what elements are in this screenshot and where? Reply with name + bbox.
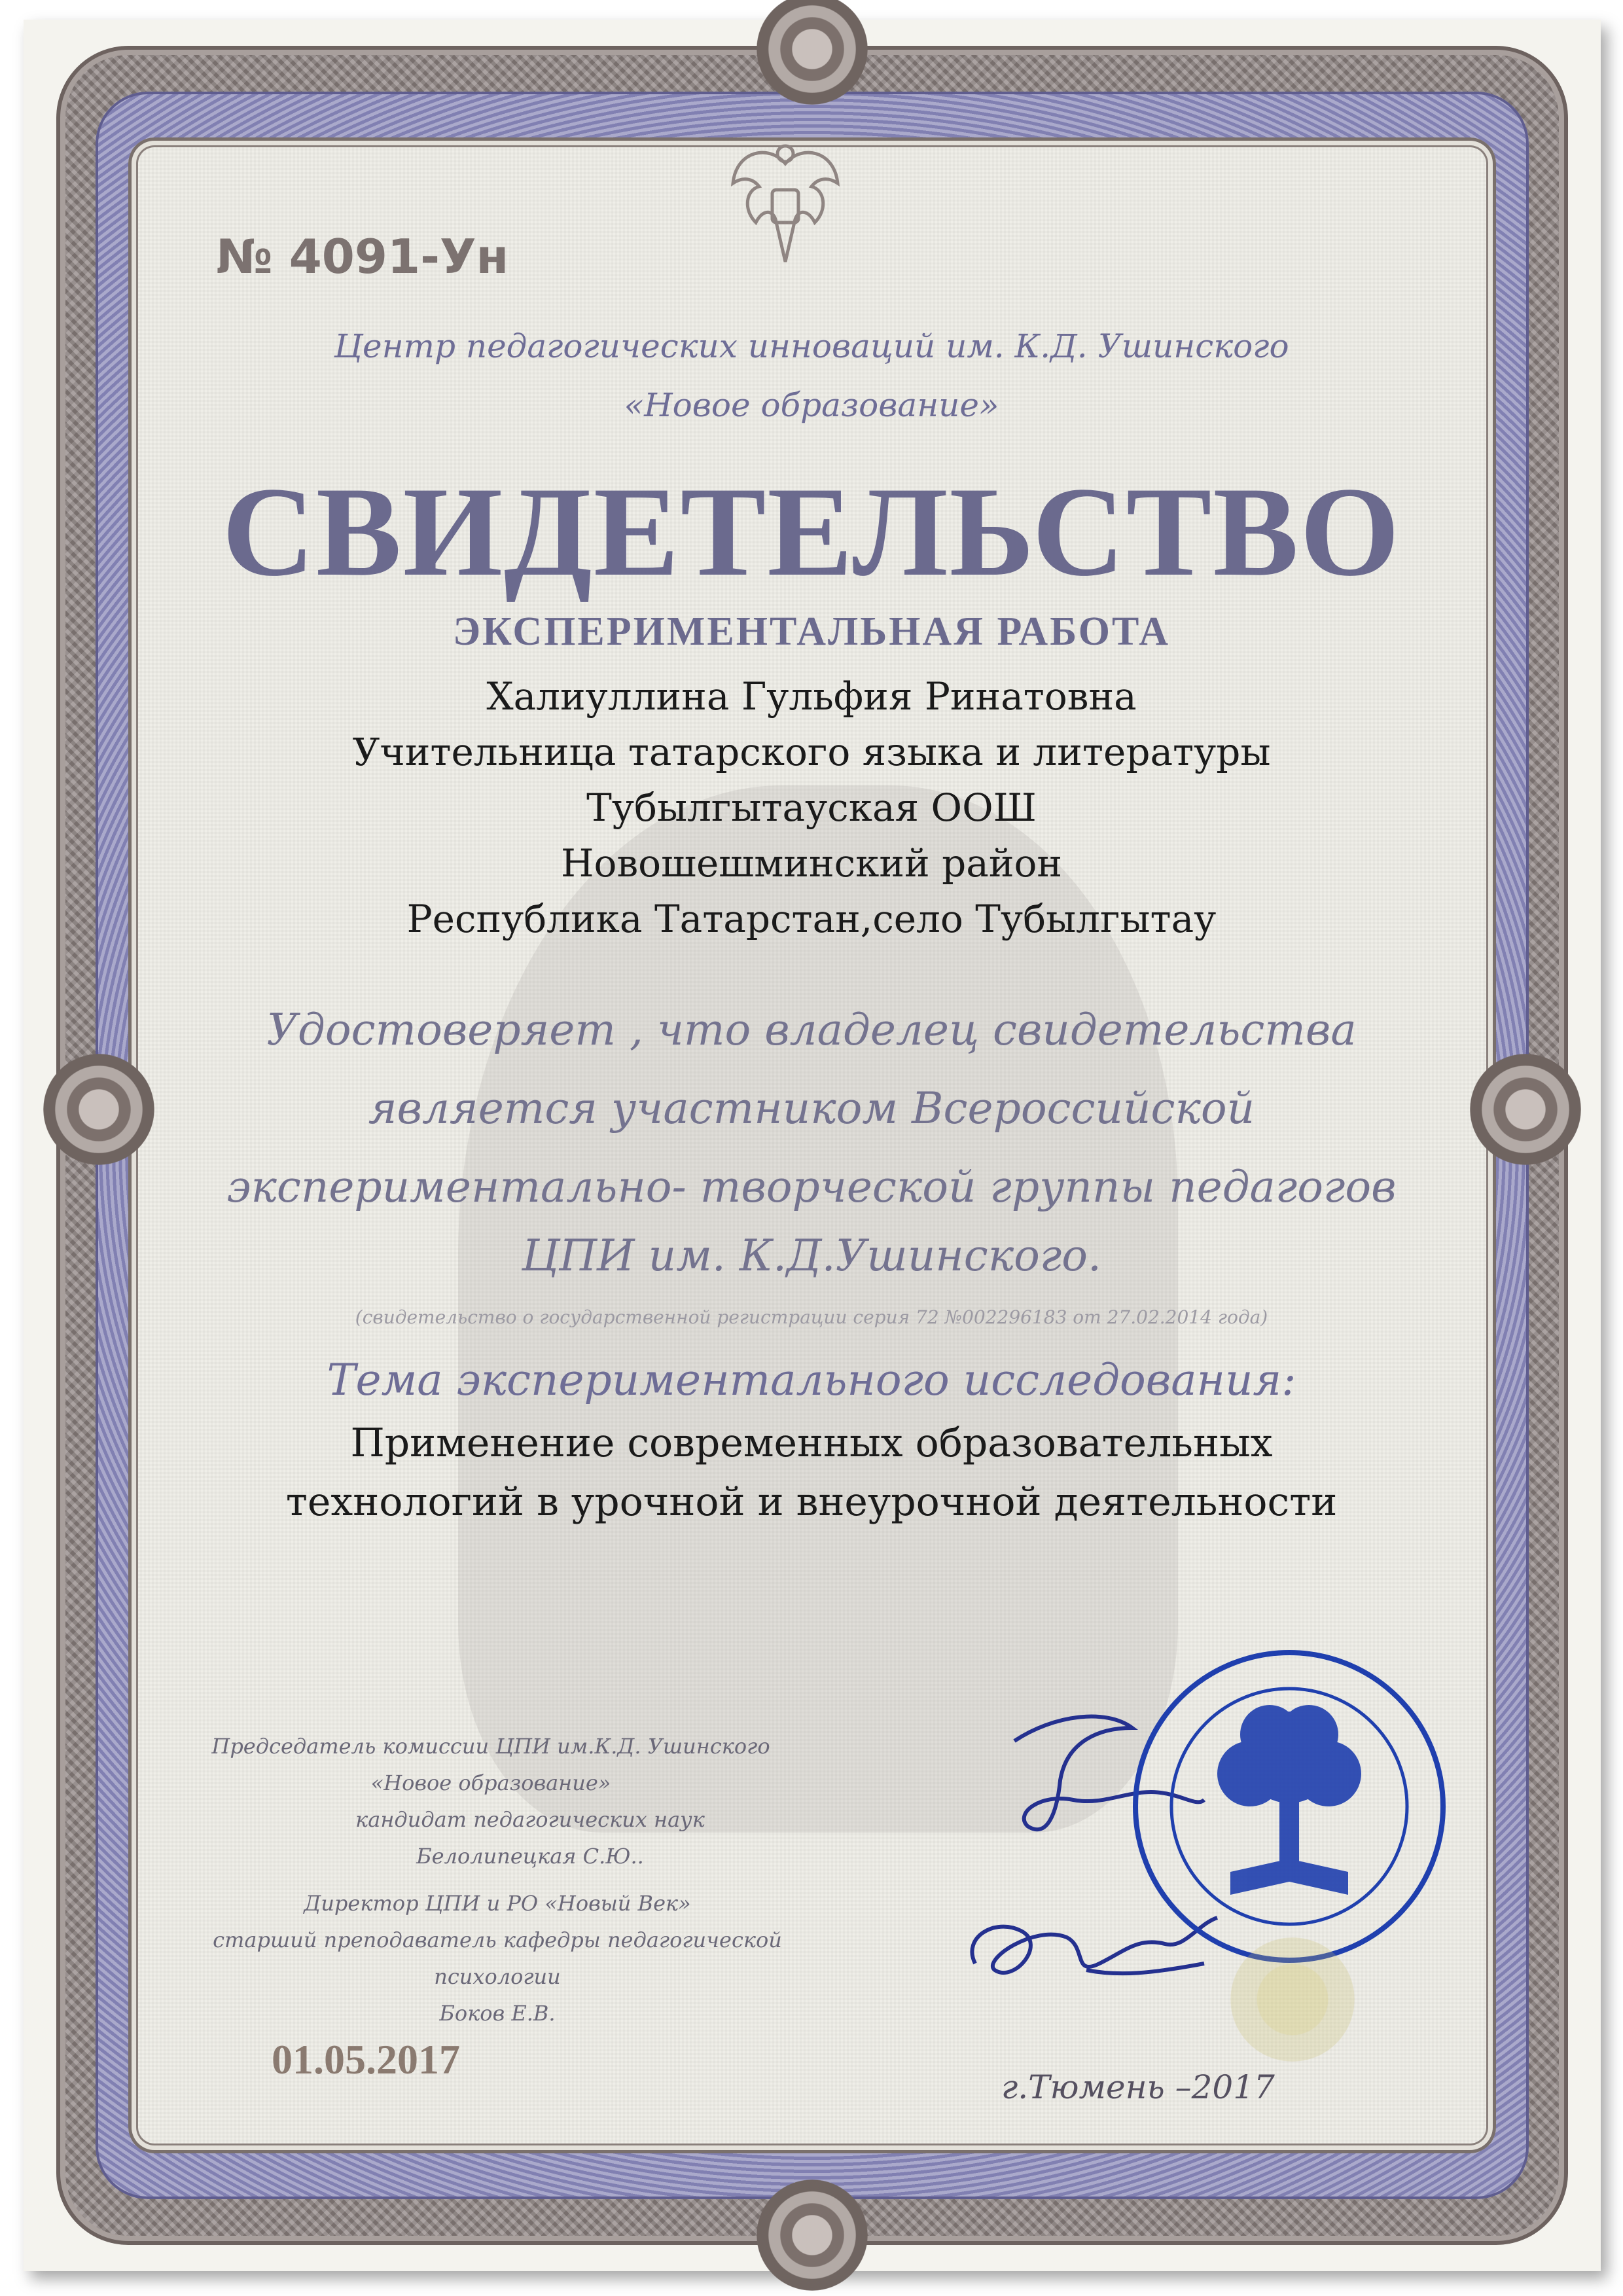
recipient-district: Новошешминский район [560,841,1063,886]
signatory-line: кандидат педагогических наук Белолипецкая С.Ю.. [355,1807,705,1869]
registration-note: (свидетельство о государственной регистрации серия 72 №002296183 от 27.02.2014 года) [355,1306,1268,1328]
issue-date: 01.05.2017 [272,2036,460,2083]
recipient-school: Тубылгытауская ООШ [586,785,1037,830]
city-year: г.Тюмень –2017 [1001,2068,1275,2106]
tree-book-stamp-icon [1126,1643,1453,1970]
certificate-title: СВИДЕТЕЛЬСТВО [222,461,1401,603]
signatory-line: Боков Е.В. [439,2001,556,2026]
signatory-line: Председатель комиссии ЦПИ им.К.Д. Ушинского [211,1734,770,1759]
organization-name: Центр педагогических инноваций им. К.Д. Ушинского [334,327,1289,365]
certificate-subtitle: ЭКСПЕРИМЕНТАЛЬНАЯ РАБОТА [452,609,1171,654]
organization-subname: «Новое образование» [624,386,999,424]
recipient-position: Учительница татарского языка и литературы [352,730,1271,774]
signatory-line: Директор ЦПИ и РО «Новый Век» [304,1891,691,1916]
statement-line: ЦПИ им. К.Д.Ушинского. [522,1230,1101,1281]
theme-line: технологий в урочной и внеурочной деятельности [285,1479,1338,1525]
border-rosette-bottom [757,2179,868,2291]
statement-line: Удостоверяет , что владелец свидетельства [266,1005,1357,1055]
signatory-line: старший преподаватель кафедры педагогической психологии [213,1928,782,1989]
statement-line: экспериментально- творческой группы педагогов [226,1162,1397,1212]
coat-of-arms-icon [723,137,847,275]
statement-line: является участником Всероссийской [368,1083,1255,1134]
recipient-name: Халиуллина Гульфия Ринатовна [486,674,1137,719]
chair-signatory [196,1728,785,1874]
certificate-number: № 4091-Ун [216,229,509,284]
director-signatory [170,1885,825,2032]
signatory-line: «Новое образование» [370,1770,611,1795]
embossed-seal [1230,1937,1355,2062]
recipient-location: Республика Татарстан,село Тубылгытау [406,897,1217,941]
theme-line: Применение современных образовательных [350,1420,1273,1466]
theme-heading: Тема экспериментального исследования: [327,1355,1296,1405]
